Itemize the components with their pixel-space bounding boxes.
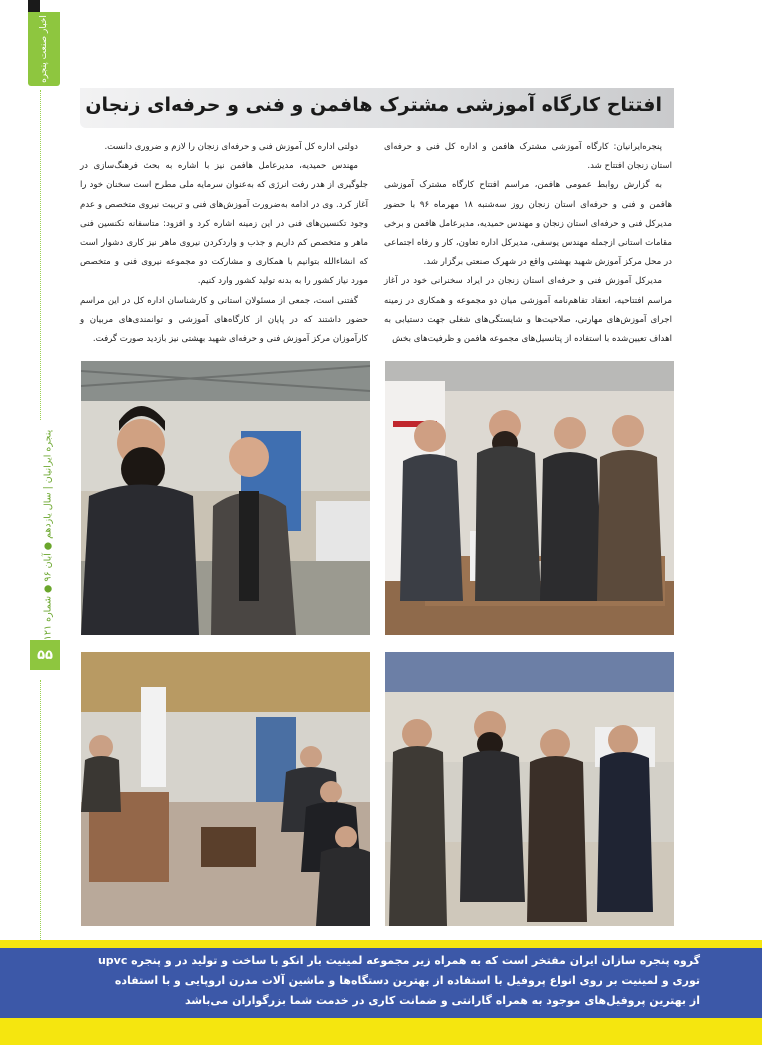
article-title-bar	[80, 88, 674, 128]
paragraph: مهندس حمیدیه، مدیرعامل هافمن نیز با اشاره به بحث فرهنگ‌سازی در جلوگیری از هدر رفت انرژی که به‌عنوان سرمایه ملی مطرح است سخنان خود را آغاز کرد. وی در ادامه به‌ضرورت آموزش‌های فنی و تربیت نیروی متخصص و عدم وجود تکنسین‌های فنی در این زمینه اشاره کرد و افزود: متاسفانه تکنسین فنی ماهر و متخصص کم داریم و جذب و واردکردن نیروی ماهر نیز کاری دشوار است که انشاءالله بتوانیم با همکاری و مشارکت دو مجموعه نیروی فنی و متخصص مورد نیاز کشور را به بدنه تولید کشور وارد کنیم.	[80, 161, 368, 287]
paragraph: به گزارش روابط عمومی هافمن، مراسم افتتاح کارگاه مشترک آموزشی هافمن و فنی و حرفه‌ای استان زنجان روز سه‌شنبه ۱۸ مهرماه ۹۶ با حضور مدیرکل فنی و حرفه‌ای استان زنجان و مهندس حمیدیه، مدیرعامل هافمن و برخی مقامات استانی ازجمله مهندس یوسفی، مدیرکل اداره تعاون، کار و رفاه اجتماعی در محل مرکز آموزش شهید بهشتی واقع در شهرک صنعتی برگزار شد.	[384, 180, 672, 268]
advertisement-text	[70, 951, 700, 1011]
paragraph: مدیرکل آموزش فنی و حرفه‌ای استان زنجان در ایراد سخنرانی خود در آغاز مراسم افتتاحیه، انعقاد تفاهم‌نامه آموزشی میان دو مجموعه و همکاری در زمینه اجرای آموزش‌های مهارتی، صلاحیت‌ها و شایستگی‌های شغلی جهت دستیابی به اهداف تعیین‌شده با استفاده از پتانسیل‌های مجموعه هافمن و ظرفیت‌های بخش	[384, 276, 672, 345]
paragraph: پنجره‌ایرانیان: کارگاه آموزشی مشترک هافمن و اداره کل فنی و حرفه‌ای استان زنجان افتتاح شد.	[384, 142, 672, 172]
ad-line: توری و لمینیت بر روی انواع پروفیل با استفاده از بهترین دستگاه‌ها و ماشین آلات مدرن اروپایی و با استفاده	[114, 974, 700, 987]
section-tab-label: اخبار صنعت پنجره	[39, 15, 49, 83]
dotted-rule	[40, 90, 41, 420]
ad-top-stripe	[0, 940, 762, 948]
ad-line: گروه پنجره سازان ایران مفتخر است که به همراه زیر مجموعه لمینیت بار انکو با ساخت و تولید در و پنجره upvc	[97, 954, 700, 967]
page-number: ۵۵	[30, 640, 60, 670]
issue-info-text: پنجره ایرانیان | سال یازدهم ● آبان ۹۶ ● شماره ۱۲۱	[42, 429, 54, 641]
paragraph: دولتی اداره کل آموزش فنی و حرفه‌ای زنجان را لازم و ضروری دانست.	[104, 142, 358, 152]
paragraph: گفتنی است، جمعی از مسئولان استانی و کارشناسان اداره کل در این مراسم حضور داشتند که در پایان از کارگاه‌های آموزشی و توانمندی‌های مربیان و کارآموزان مرکز آموزش فنی و حرفه‌ای شهید بهشتی نیز بازدید صورت گرفت.	[80, 295, 368, 345]
section-tab	[28, 12, 60, 86]
ad-bottom-stripe	[0, 1018, 762, 1045]
photo-officials-seated	[81, 652, 370, 926]
photo-group-in-workshop	[385, 652, 674, 926]
magazine-issue-info	[28, 430, 68, 640]
dotted-rule	[40, 680, 41, 940]
article-column-left	[80, 138, 368, 349]
article-column-right	[384, 138, 672, 349]
article-title: افتتاح کارگاه آموزشی مشترک هافمن و فنی و حرفه‌ای زنجان	[85, 94, 662, 116]
ad-line: از بهترین پروفیل‌های موجود به همراه گارانتی و ضمانت کاری در خدمت شما بزرگواران می‌باشد	[184, 994, 700, 1007]
photo-two-men-talking	[81, 361, 370, 635]
photo-group-at-exhibition-table	[385, 361, 674, 635]
